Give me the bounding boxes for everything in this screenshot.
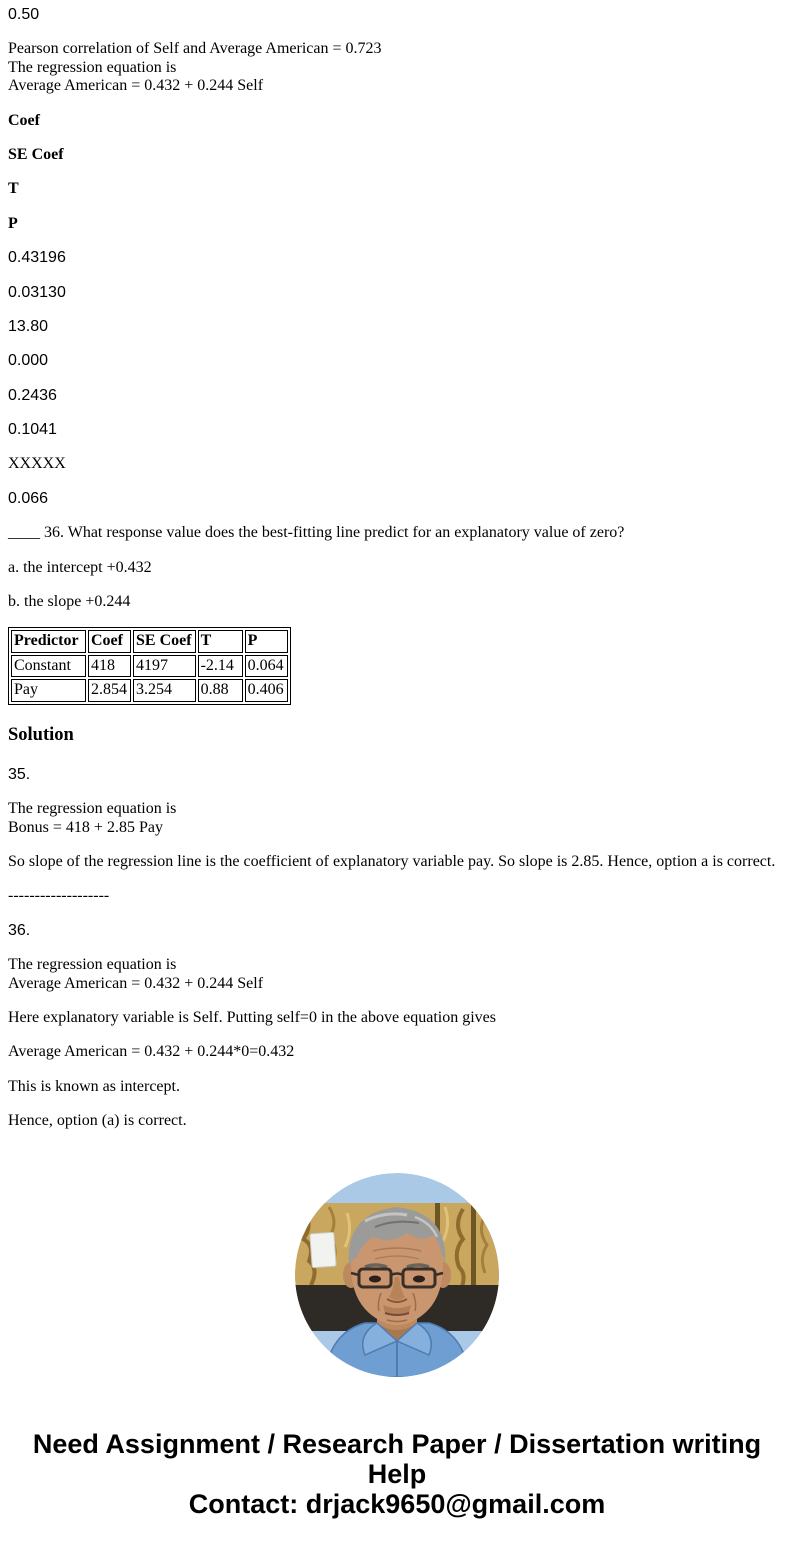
footer-banner — [16, 1429, 778, 1519]
q36-step-explanatory: Here explanatory variable is Self. Putting self=0 in the above equation gives — [8, 1008, 496, 1026]
table-cell: 0.406 — [245, 679, 288, 701]
table-row — [11, 655, 288, 677]
answer-blank: ____ — [8, 524, 40, 542]
solution-heading: Solution — [8, 724, 74, 745]
table-cell: 4197 — [133, 655, 196, 677]
correlation-block — [8, 40, 786, 95]
table-row — [11, 679, 288, 701]
table-cell: -2.14 — [198, 655, 243, 677]
question-36-text: 36. What response value does the best-fitting line predict for an explanatory value of zero? — [44, 524, 625, 542]
stat-value: 0.43196 — [8, 249, 66, 267]
leading-value: 0.50 — [8, 6, 40, 23]
regression-equation-line: Average American = 0.432 + 0.244 Self — [8, 77, 264, 95]
stat-heading-se-coef: SE Coef — [8, 145, 64, 163]
stat-heading-coef: Coef — [8, 111, 40, 129]
q36-label: 36. — [8, 921, 31, 939]
option-b: b. the slope +0.244 — [8, 593, 131, 611]
option-a: a. the intercept +0.432 — [8, 558, 152, 576]
table-cell: 2.854 — [88, 679, 131, 701]
stat-value: 0.1041 — [8, 421, 57, 439]
q35-label: 35. — [8, 765, 31, 783]
stat-value: 0.066 — [8, 489, 49, 507]
table-cell: 0.064 — [245, 655, 288, 677]
regression-intro-line: The regression equation is — [8, 58, 177, 76]
stat-value: 0.000 — [8, 352, 49, 370]
q36-equation-intro: The regression equation is — [8, 956, 177, 974]
stat-value: 13.80 — [8, 317, 49, 335]
stat-value: 0.03130 — [8, 283, 66, 301]
footer-help-text: Need Assignment / Research Paper / Dissertation writing Help — [32, 1428, 762, 1489]
stat-value: 0.2436 — [8, 386, 57, 404]
table-header-p: P — [245, 630, 288, 652]
table-header-row — [11, 630, 288, 652]
table-cell: 0.88 — [198, 679, 243, 701]
table-cell: 418 — [88, 655, 131, 677]
table-header-t: T — [198, 630, 243, 652]
q36-equation: Average American = 0.432 + 0.244 Self — [8, 974, 264, 992]
q36-conclusion: Hence, option (a) is correct. — [8, 1112, 187, 1130]
q35-explanation: So slope of the regression line is the coefficient of explanatory variable pay. So slope is 2.85. Hence, option a is correct. — [8, 853, 776, 871]
q36-step-intercept: This is known as intercept. — [8, 1077, 180, 1095]
table-cell: Constant — [11, 655, 86, 677]
tutor-portrait-illustration — [295, 1173, 499, 1377]
stat-value-censored: XXXXX — [8, 455, 66, 473]
q36-step-substitution: Average American = 0.432 + 0.244*0=0.432 — [8, 1043, 295, 1061]
table-header-coef: Coef — [88, 630, 131, 652]
tutor-photo — [295, 1173, 499, 1377]
q35-equation-block — [8, 800, 786, 837]
regression-table — [8, 627, 291, 704]
stat-heading-t: T — [8, 180, 19, 198]
q35-equation: Bonus = 418 + 2.85 Pay — [8, 818, 163, 836]
stat-heading-p: P — [8, 214, 18, 232]
question-36 — [8, 524, 786, 542]
divider-dashes: ------------------- — [8, 887, 110, 905]
table-cell: Pay — [11, 679, 86, 701]
table-cell: 3.254 — [133, 679, 196, 701]
q36-equation-block — [8, 956, 786, 993]
footer-contact: Contact: drjack9650@gmail.com — [188, 1488, 606, 1519]
pearson-line: Pearson correlation of Self and Average American = 0.723 — [8, 40, 382, 58]
q35-equation-intro: The regression equation is — [8, 800, 177, 818]
table-header-se-coef: SE Coef — [133, 630, 196, 652]
table-header-predictor: Predictor — [11, 630, 86, 652]
